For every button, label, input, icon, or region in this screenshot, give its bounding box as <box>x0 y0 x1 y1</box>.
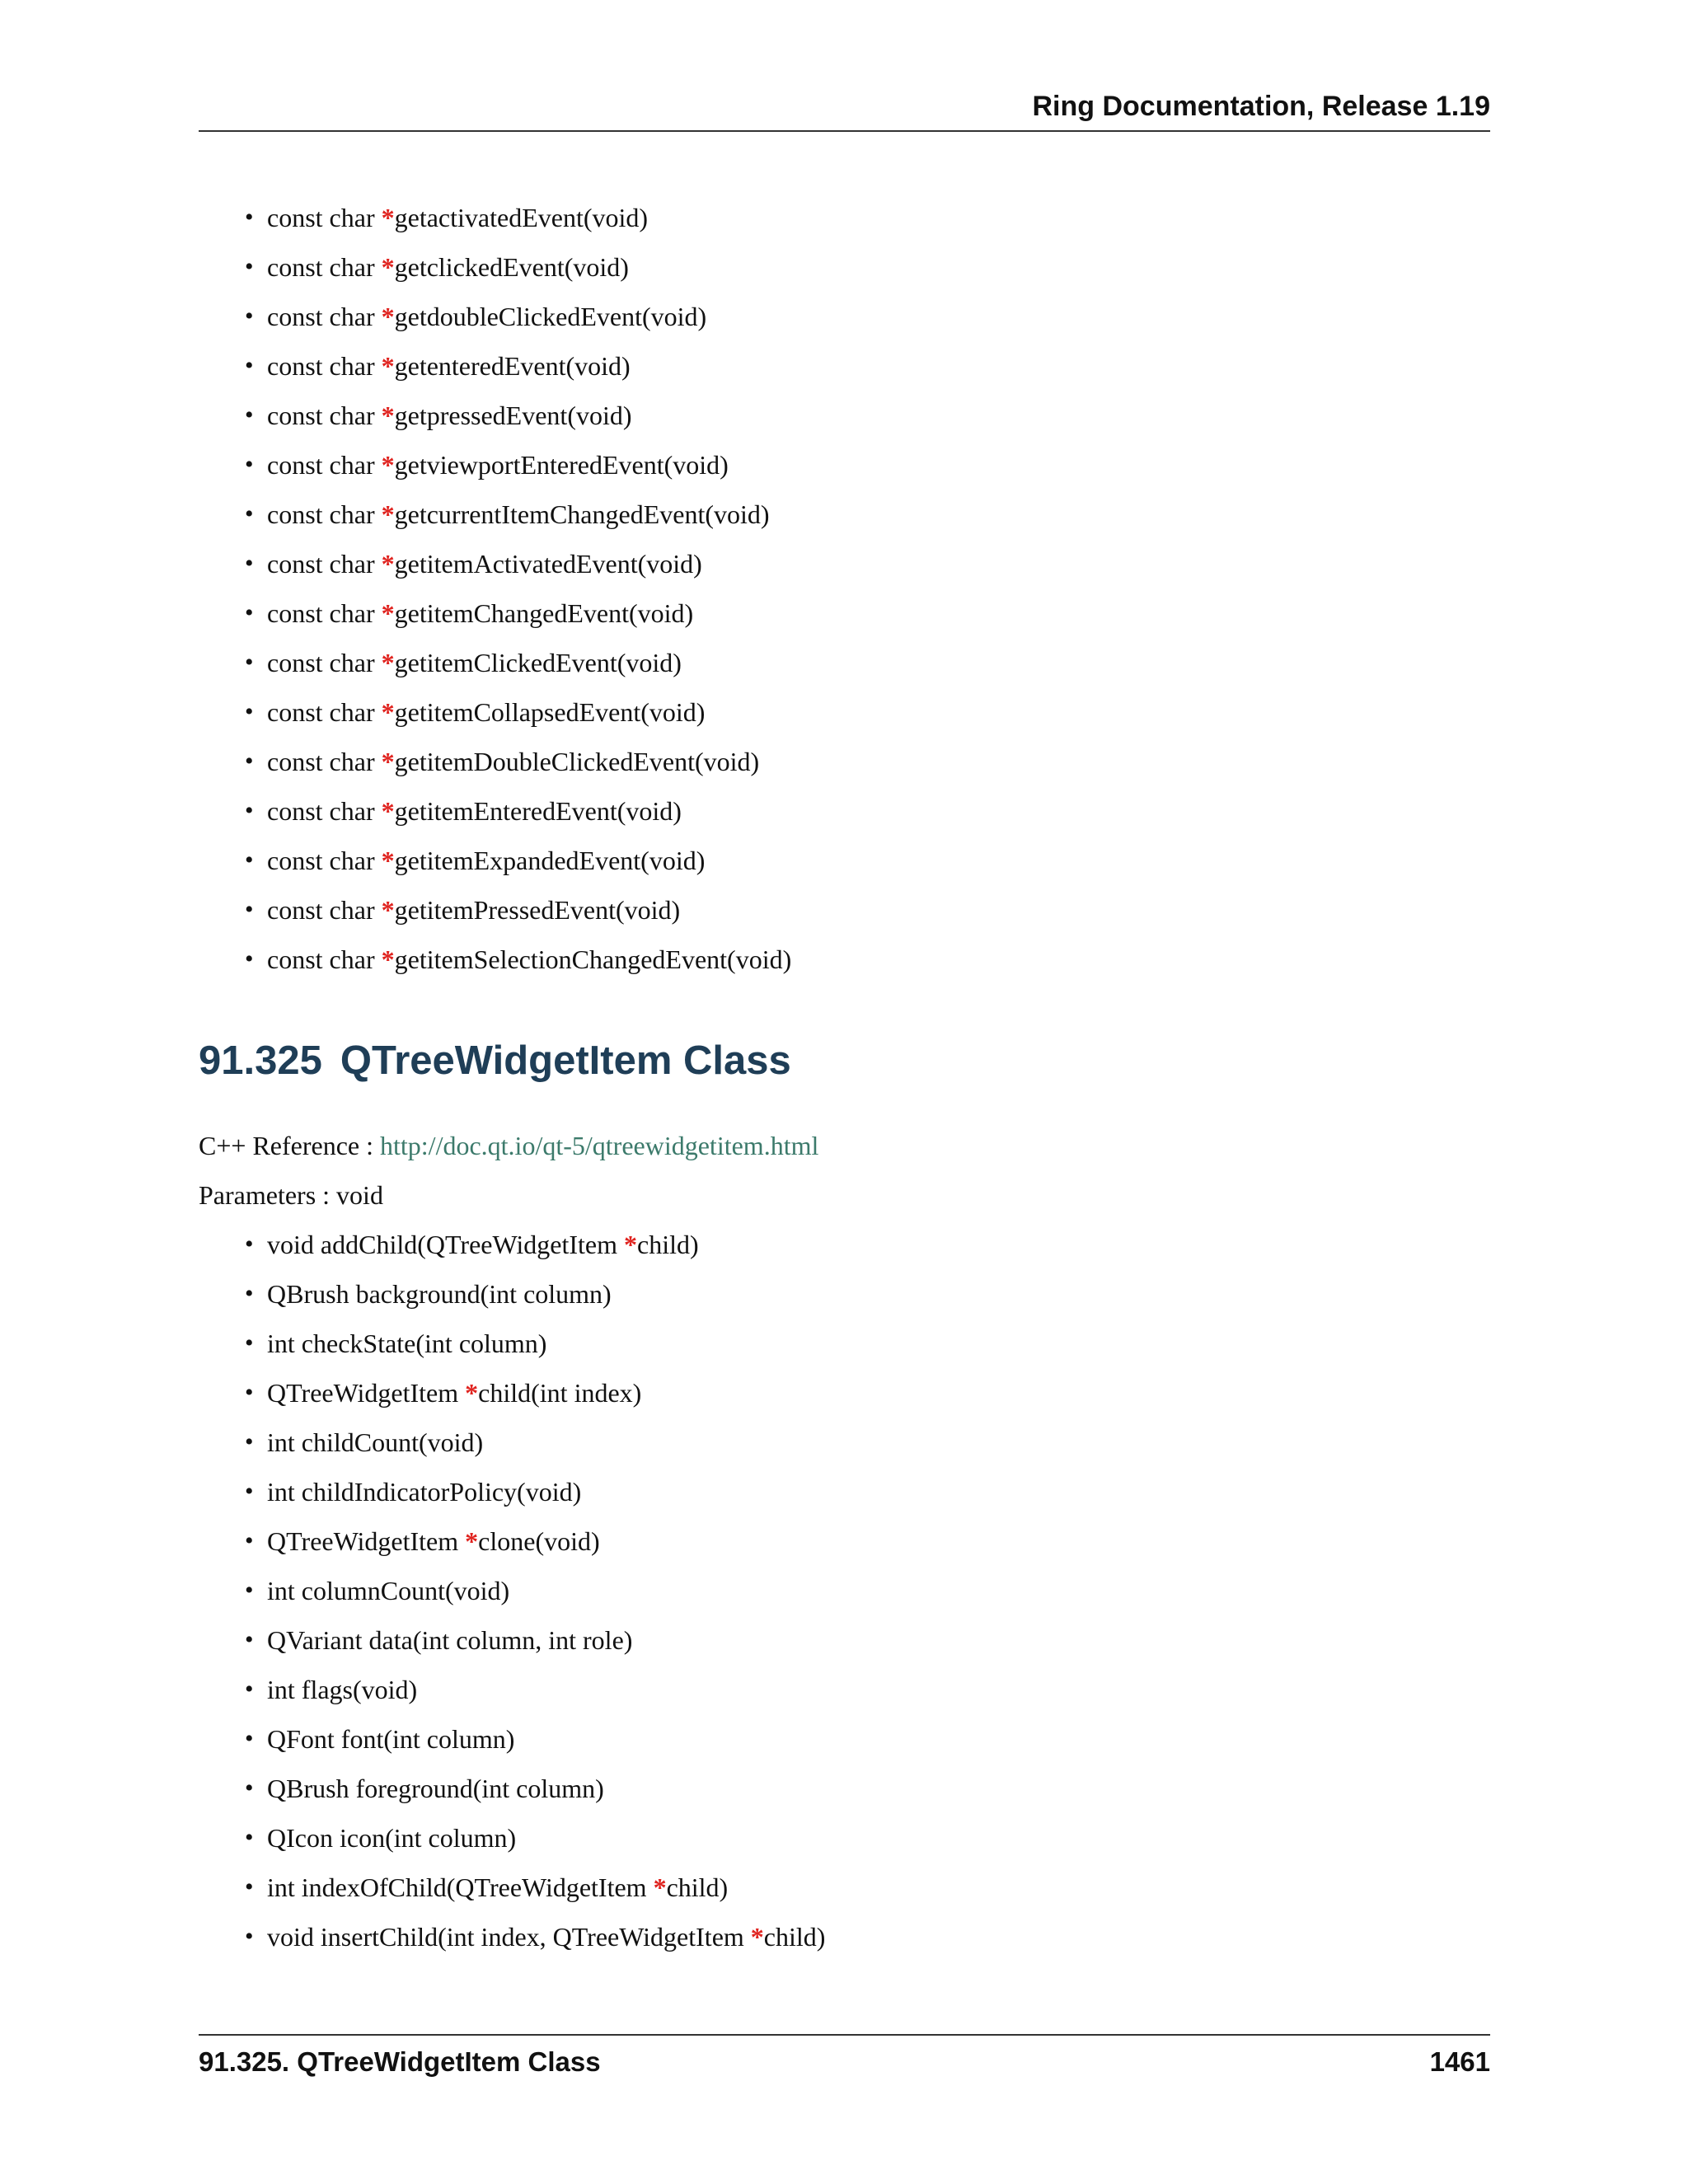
item-text-suffix: getitemDoubleClickedEvent(void) <box>394 747 760 776</box>
list-item <box>245 539 791 588</box>
item-text: QTreeWidgetItem <box>267 1378 466 1408</box>
item-text: const char <box>267 895 382 925</box>
item-text-suffix: getitemActivatedEvent(void) <box>394 549 702 579</box>
pointer-asterisk: * <box>750 1922 764 1952</box>
list-item <box>245 1863 825 1912</box>
pointer-asterisk: * <box>381 401 395 430</box>
pointer-asterisk: * <box>381 203 395 232</box>
item-text-suffix: getitemSelectionChangedEvent(void) <box>394 944 792 974</box>
list-item <box>245 1269 825 1319</box>
item-text: int flags(void) <box>267 1675 418 1704</box>
item-text-suffix: getcurrentItemChangedEvent(void) <box>394 499 770 529</box>
pointer-asterisk: * <box>381 697 395 727</box>
list-item <box>245 1319 825 1368</box>
item-text: const char <box>267 450 382 480</box>
item-text: QBrush background(int column) <box>267 1279 612 1309</box>
list-item <box>245 341 791 391</box>
reference-label: C++ Reference : <box>199 1131 380 1160</box>
item-text: const char <box>267 203 382 232</box>
list-item <box>245 885 791 935</box>
list-item <box>245 1813 825 1863</box>
pointer-asterisk: * <box>653 1872 667 1902</box>
list-item <box>245 1467 825 1516</box>
item-text: void insertChild(int index, QTreeWidgetItem <box>267 1922 751 1952</box>
item-text: void addChild(QTreeWidgetItem <box>267 1230 625 1259</box>
pointer-asterisk: * <box>381 944 395 974</box>
parameters-line: Parameters : void <box>199 1180 383 1210</box>
list-item <box>245 1566 825 1615</box>
list-item <box>245 1714 825 1764</box>
list-item <box>245 638 791 687</box>
item-text-suffix: getitemExpandedEvent(void) <box>394 846 706 875</box>
pointer-asterisk: * <box>381 549 395 579</box>
item-text: int indexOfChild(QTreeWidgetItem <box>267 1872 654 1902</box>
list-item <box>245 490 791 539</box>
item-text-suffix: getitemClickedEvent(void) <box>394 648 682 677</box>
list-item <box>245 786 791 836</box>
item-text: const char <box>267 252 382 282</box>
reference-link[interactable]: http://doc.qt.io/qt-5/qtreewidgetitem.html <box>380 1131 819 1160</box>
item-text-suffix: getitemCollapsedEvent(void) <box>394 697 706 727</box>
item-text: const char <box>267 796 382 826</box>
pointer-asterisk: * <box>381 450 395 480</box>
item-text: int childCount(void) <box>267 1427 484 1457</box>
item-text-suffix: clone(void) <box>478 1526 600 1556</box>
page-footer <box>199 2034 1490 2085</box>
item-text: const char <box>267 549 382 579</box>
pointer-asterisk: * <box>465 1378 479 1408</box>
list-item <box>245 1418 825 1467</box>
item-text-suffix: getitemChangedEvent(void) <box>394 598 694 628</box>
item-text: QTreeWidgetItem <box>267 1526 466 1556</box>
pointer-asterisk: * <box>381 747 395 776</box>
list-item <box>245 1615 825 1665</box>
item-text-suffix: getitemPressedEvent(void) <box>394 895 681 925</box>
list-item <box>245 1764 825 1813</box>
item-text-suffix: getenteredEvent(void) <box>394 351 631 381</box>
list-item <box>245 1665 825 1714</box>
item-text-suffix: child) <box>666 1872 729 1902</box>
item-text: const char <box>267 648 382 677</box>
item-text: const char <box>267 499 382 529</box>
page-header <box>199 92 1490 132</box>
list-item <box>245 440 791 490</box>
section-number: 91.325 <box>199 1038 322 1083</box>
item-text: QBrush foreground(int column) <box>267 1774 604 1803</box>
list-item <box>245 588 791 638</box>
item-text: QFont font(int column) <box>267 1724 515 1754</box>
page-number: 1461 <box>1429 2046 1490 2077</box>
cpp-reference-line <box>199 1121 818 1170</box>
item-text: const char <box>267 846 382 875</box>
pointer-asterisk: * <box>381 302 395 331</box>
event-getter-list <box>245 193 791 984</box>
document-title: Ring Documentation, Release 1.19 <box>1032 91 1490 122</box>
item-text: int childIndicatorPolicy(void) <box>267 1477 582 1507</box>
list-item <box>245 935 791 984</box>
list-item <box>245 1516 825 1566</box>
item-text: const char <box>267 747 382 776</box>
item-text-suffix: child) <box>637 1230 699 1259</box>
list-item <box>245 737 791 786</box>
list-item <box>245 687 791 737</box>
list-item <box>245 1912 825 1961</box>
item-text: const char <box>267 351 382 381</box>
pointer-asterisk: * <box>381 351 395 381</box>
item-text-suffix: getdoubleClickedEvent(void) <box>394 302 707 331</box>
pointer-asterisk: * <box>381 846 395 875</box>
pointer-asterisk: * <box>381 499 395 529</box>
item-text-suffix: getitemEnteredEvent(void) <box>394 796 682 826</box>
item-text-suffix: child(int index) <box>478 1378 642 1408</box>
item-text-suffix: getclickedEvent(void) <box>394 252 629 282</box>
item-text: const char <box>267 944 382 974</box>
list-item <box>245 242 791 292</box>
member-function-list <box>245 1220 825 1961</box>
section-title: QTreeWidgetItem Class <box>340 1038 791 1083</box>
item-text: QIcon icon(int column) <box>267 1823 517 1853</box>
item-text: const char <box>267 302 382 331</box>
list-item <box>245 391 791 440</box>
item-text: QVariant data(int column, int role) <box>267 1625 633 1655</box>
list-item <box>245 193 791 242</box>
item-text-suffix: getactivatedEvent(void) <box>394 203 649 232</box>
pointer-asterisk: * <box>381 796 395 826</box>
pointer-asterisk: * <box>624 1230 638 1259</box>
footer-section-title: 91.325. QTreeWidgetItem Class <box>199 2046 601 2077</box>
item-text: const char <box>267 598 382 628</box>
pointer-asterisk: * <box>381 895 395 925</box>
list-item <box>245 292 791 341</box>
item-text-suffix: child) <box>763 1922 826 1952</box>
pointer-asterisk: * <box>465 1526 479 1556</box>
item-text-suffix: getpressedEvent(void) <box>394 401 632 430</box>
list-item <box>245 836 791 885</box>
pointer-asterisk: * <box>381 648 395 677</box>
item-text: int columnCount(void) <box>267 1576 510 1605</box>
item-text: const char <box>267 401 382 430</box>
list-item <box>245 1220 825 1269</box>
item-text: const char <box>267 697 382 727</box>
item-text: int checkState(int column) <box>267 1329 547 1358</box>
pointer-asterisk: * <box>381 252 395 282</box>
section-heading <box>199 1032 791 1090</box>
list-item <box>245 1368 825 1418</box>
item-text-suffix: getviewportEnteredEvent(void) <box>394 450 729 480</box>
pointer-asterisk: * <box>381 598 395 628</box>
